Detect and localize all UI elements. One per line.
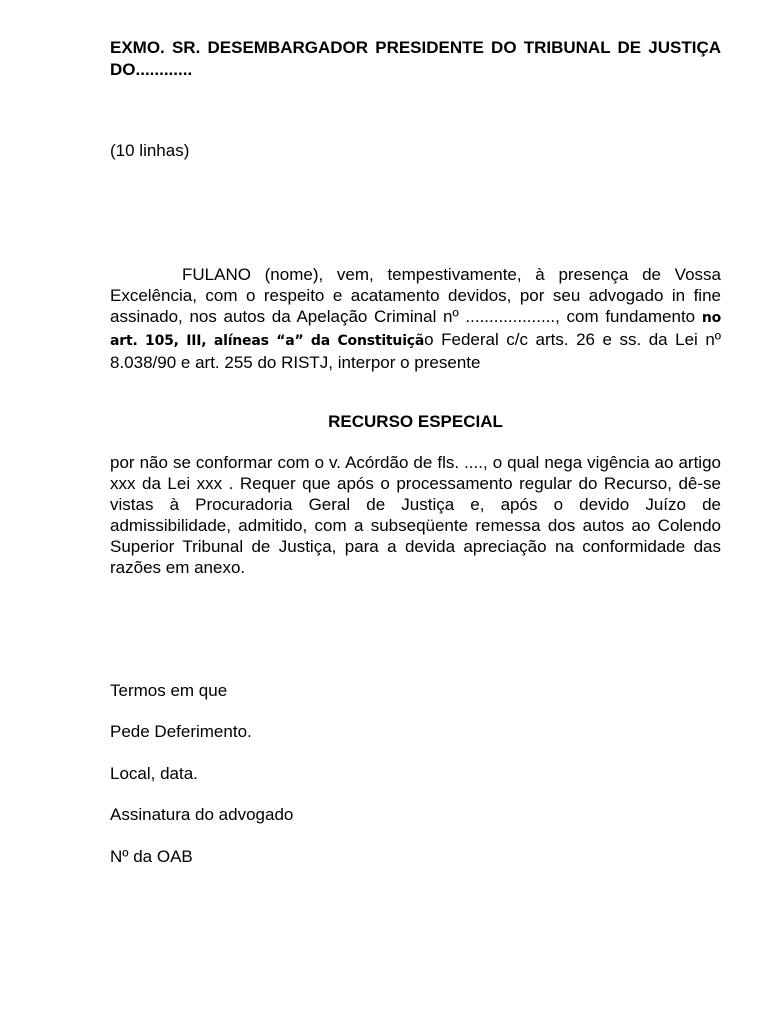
petition-text-end: o Federal c/c arts. 26 e ss. da Lei nº 8.038/90 e art. 255 do RISTJ, interpor o presente bbox=[110, 330, 722, 372]
closing-place-date: Local, data. bbox=[110, 764, 198, 783]
closing-signature: Assinatura do advogado bbox=[110, 805, 294, 824]
petition-legal-basis: no art. 105, III, alíneas “a” da Constituiçã bbox=[110, 310, 721, 349]
appeal-title: RECURSO ESPECIAL bbox=[328, 412, 503, 431]
line-count-note: (10 linhas) bbox=[110, 141, 190, 160]
body-paragraph: por não se conformar com o v. Acórdão de fls. ...., o qual nega vigência ao artigo xxx da Lei xxx . Requer que após o processamento regular do Recurso, dê-se vistas à Procuradoria Geral de Justiça e, após o devido Juízo de admissibilidade, admitido, com a subseqüente remessa dos autos ao Colendo Superior Tribunal de Justiça, para a devida apreciação na conformidade das razões em anexo. bbox=[110, 453, 721, 577]
closing-terms: Termos em que bbox=[110, 681, 228, 700]
petition-paragraph bbox=[110, 264, 721, 373]
document-heading: EXMO. SR. DESEMBARGADOR PRESIDENTE DO TRIBUNAL DE JUSTIÇA DO............ bbox=[110, 38, 721, 79]
petition-text-start: FULANO (nome), vem, tempestivamente, à presença de Vossa Excelência, com o respeito e acatamento devidos, por seu advogado in fine assinado, nos autos da Apelação Criminal nº ..................., com fundamento bbox=[110, 265, 721, 326]
closing-request: Pede Deferimento. bbox=[110, 722, 252, 741]
closing-oab-number: Nº da OAB bbox=[110, 847, 193, 866]
